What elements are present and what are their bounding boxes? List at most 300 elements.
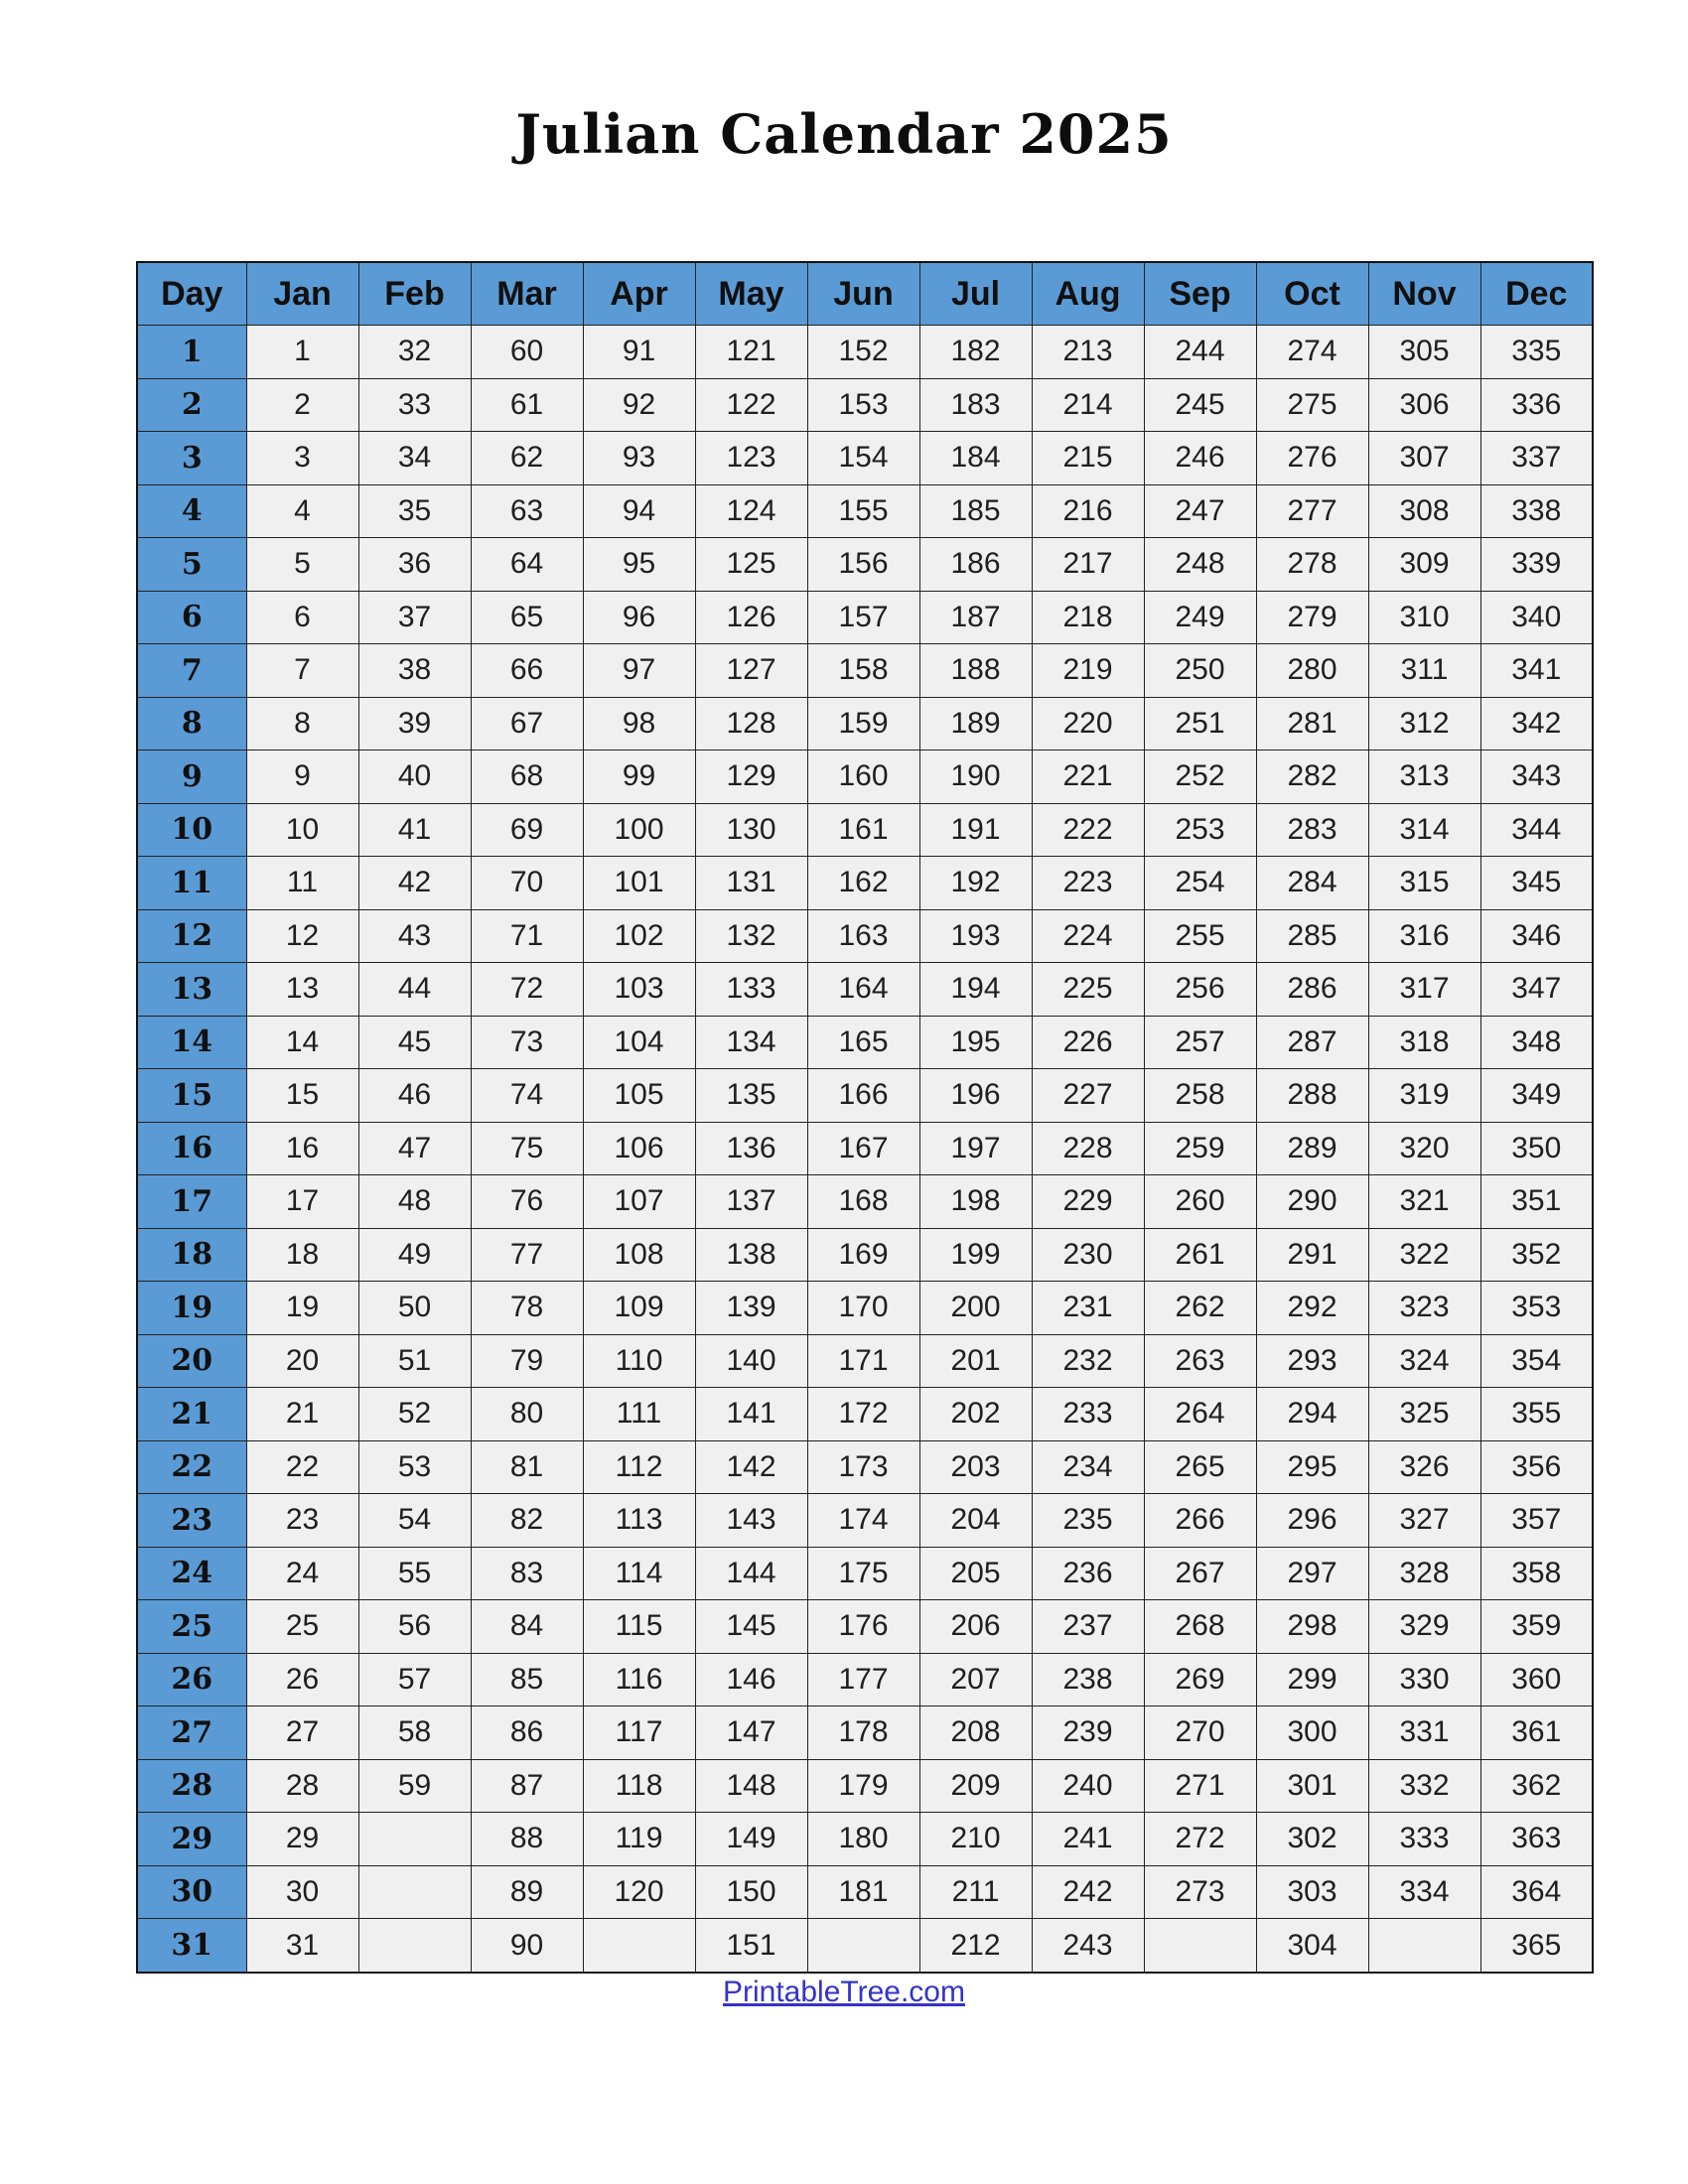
day-cell: 16 [137, 1122, 246, 1175]
julian-day-cell: 219 [1032, 644, 1144, 698]
julian-day-cell: 344 [1480, 803, 1593, 857]
julian-day-cell: 155 [807, 484, 919, 538]
julian-day-cell: 292 [1256, 1282, 1368, 1335]
julian-day-cell: 198 [919, 1175, 1032, 1229]
julian-day-cell: 202 [919, 1388, 1032, 1441]
julian-day-cell: 291 [1256, 1228, 1368, 1282]
julian-day-cell: 74 [471, 1069, 583, 1123]
julian-day-cell: 139 [695, 1282, 807, 1335]
julian-day-cell: 217 [1032, 538, 1144, 592]
julian-day-cell: 207 [919, 1653, 1032, 1706]
julian-day-cell: 81 [471, 1440, 583, 1494]
julian-day-cell: 50 [358, 1282, 471, 1335]
day-cell: 2 [137, 378, 246, 432]
julian-day-cell: 352 [1480, 1228, 1593, 1282]
julian-day-cell: 279 [1256, 591, 1368, 644]
julian-day-cell: 205 [919, 1547, 1032, 1600]
julian-day-cell: 343 [1480, 751, 1593, 804]
julian-day-cell: 85 [471, 1653, 583, 1706]
table-row [137, 484, 1593, 538]
table-row [137, 1919, 1593, 1974]
julian-day-cell: 151 [695, 1919, 807, 1974]
page-title: Julian Calendar 2025 [515, 102, 1173, 166]
julian-day-cell: 145 [695, 1600, 807, 1654]
julian-day-cell [807, 1919, 919, 1974]
julian-day-cell: 109 [583, 1282, 695, 1335]
julian-day-cell: 313 [1368, 751, 1480, 804]
julian-day-cell: 127 [695, 644, 807, 698]
julian-day-cell: 234 [1032, 1440, 1144, 1494]
julian-day-cell: 55 [358, 1547, 471, 1600]
table-row [137, 591, 1593, 644]
julian-day-cell: 359 [1480, 1600, 1593, 1654]
julian-day-cell: 76 [471, 1175, 583, 1229]
julian-day-cell: 208 [919, 1706, 1032, 1760]
julian-day-cell: 288 [1256, 1069, 1368, 1123]
julian-day-cell: 19 [246, 1282, 358, 1335]
julian-day-cell: 237 [1032, 1600, 1144, 1654]
julian-day-cell: 185 [919, 484, 1032, 538]
month-column-header-apr: Apr [583, 262, 695, 326]
julian-day-cell: 49 [358, 1228, 471, 1282]
julian-day-cell: 281 [1256, 697, 1368, 751]
table-row [137, 1440, 1593, 1494]
julian-day-cell: 40 [358, 751, 471, 804]
julian-day-cell: 180 [807, 1813, 919, 1866]
julian-day-cell: 315 [1368, 857, 1480, 910]
julian-day-cell: 141 [695, 1388, 807, 1441]
julian-day-cell: 253 [1144, 803, 1256, 857]
julian-day-cell: 110 [583, 1334, 695, 1388]
day-cell: 5 [137, 538, 246, 592]
julian-day-cell: 102 [583, 909, 695, 963]
julian-day-cell: 320 [1368, 1122, 1480, 1175]
julian-day-cell: 245 [1144, 378, 1256, 432]
julian-day-cell: 316 [1368, 909, 1480, 963]
julian-day-cell: 280 [1256, 644, 1368, 698]
julian-day-cell [1144, 1919, 1256, 1974]
julian-day-cell: 25 [246, 1600, 358, 1654]
julian-day-cell: 117 [583, 1706, 695, 1760]
julian-day-cell: 274 [1256, 326, 1368, 379]
julian-day-cell: 256 [1144, 963, 1256, 1017]
julian-day-cell: 338 [1480, 484, 1593, 538]
day-cell: 14 [137, 1016, 246, 1069]
julian-day-cell: 354 [1480, 1334, 1593, 1388]
julian-day-cell: 247 [1144, 484, 1256, 538]
julian-day-cell: 26 [246, 1653, 358, 1706]
julian-day-cell: 92 [583, 378, 695, 432]
julian-day-cell: 258 [1144, 1069, 1256, 1123]
day-cell: 6 [137, 591, 246, 644]
julian-day-cell: 113 [583, 1494, 695, 1548]
julian-day-cell: 278 [1256, 538, 1368, 592]
month-column-header-mar: Mar [471, 262, 583, 326]
julian-day-cell [1368, 1919, 1480, 1974]
julian-day-cell: 362 [1480, 1759, 1593, 1813]
table-row [137, 1547, 1593, 1600]
julian-day-cell: 14 [246, 1016, 358, 1069]
julian-day-cell: 60 [471, 326, 583, 379]
julian-day-cell: 97 [583, 644, 695, 698]
julian-day-cell: 270 [1144, 1706, 1256, 1760]
julian-day-cell: 36 [358, 538, 471, 592]
julian-day-cell: 248 [1144, 538, 1256, 592]
julian-day-cell: 130 [695, 803, 807, 857]
julian-day-cell: 216 [1032, 484, 1144, 538]
julian-day-cell: 225 [1032, 963, 1144, 1017]
table-row [137, 1494, 1593, 1548]
julian-day-cell: 302 [1256, 1813, 1368, 1866]
julian-day-cell: 126 [695, 591, 807, 644]
julian-day-cell: 360 [1480, 1653, 1593, 1706]
day-cell: 22 [137, 1440, 246, 1494]
julian-day-cell: 89 [471, 1865, 583, 1919]
julian-day-cell: 193 [919, 909, 1032, 963]
julian-day-cell: 125 [695, 538, 807, 592]
day-cell: 30 [137, 1865, 246, 1919]
julian-day-cell: 365 [1480, 1919, 1593, 1974]
table-row [137, 857, 1593, 910]
table-row [137, 326, 1593, 379]
julian-day-cell: 322 [1368, 1228, 1480, 1282]
julian-day-cell: 75 [471, 1122, 583, 1175]
julian-day-cell: 305 [1368, 326, 1480, 379]
julian-day-cell: 156 [807, 538, 919, 592]
table-row [137, 1706, 1593, 1760]
julian-day-cell: 104 [583, 1016, 695, 1069]
julian-day-cell: 186 [919, 538, 1032, 592]
table-row [137, 909, 1593, 963]
julian-day-cell: 160 [807, 751, 919, 804]
julian-day-cell: 255 [1144, 909, 1256, 963]
julian-day-cell: 197 [919, 1122, 1032, 1175]
julian-day-cell: 108 [583, 1228, 695, 1282]
julian-day-cell: 220 [1032, 697, 1144, 751]
julian-day-cell: 105 [583, 1069, 695, 1123]
julian-day-cell: 188 [919, 644, 1032, 698]
julian-day-cell: 163 [807, 909, 919, 963]
month-column-header-aug: Aug [1032, 262, 1144, 326]
julian-day-cell: 228 [1032, 1122, 1144, 1175]
day-cell: 3 [137, 432, 246, 485]
julian-day-cell: 24 [246, 1547, 358, 1600]
julian-day-cell: 232 [1032, 1334, 1144, 1388]
julian-day-cell: 106 [583, 1122, 695, 1175]
julian-day-cell: 293 [1256, 1334, 1368, 1388]
julian-day-cell: 203 [919, 1440, 1032, 1494]
julian-day-cell: 31 [246, 1919, 358, 1974]
julian-day-cell: 268 [1144, 1600, 1256, 1654]
julian-day-cell: 209 [919, 1759, 1032, 1813]
julian-day-cell: 252 [1144, 751, 1256, 804]
julian-day-cell: 73 [471, 1016, 583, 1069]
table-row [137, 1653, 1593, 1706]
julian-day-cell: 324 [1368, 1334, 1480, 1388]
table-row [137, 378, 1593, 432]
header-row [137, 262, 1593, 326]
day-cell: 21 [137, 1388, 246, 1441]
julian-day-cell: 330 [1368, 1653, 1480, 1706]
julian-day-cell: 335 [1480, 326, 1593, 379]
julian-day-cell: 164 [807, 963, 919, 1017]
julian-day-cell: 167 [807, 1122, 919, 1175]
julian-day-cell: 321 [1368, 1175, 1480, 1229]
julian-day-cell: 211 [919, 1865, 1032, 1919]
julian-day-cell: 249 [1144, 591, 1256, 644]
julian-day-cell: 15 [246, 1069, 358, 1123]
julian-day-cell: 295 [1256, 1440, 1368, 1494]
julian-day-cell: 16 [246, 1122, 358, 1175]
julian-day-cell: 296 [1256, 1494, 1368, 1548]
julian-day-cell: 187 [919, 591, 1032, 644]
julian-day-cell: 238 [1032, 1653, 1144, 1706]
table-row [137, 1069, 1593, 1123]
julian-day-cell: 179 [807, 1759, 919, 1813]
julian-day-cell: 215 [1032, 432, 1144, 485]
table-row [137, 644, 1593, 698]
julian-day-cell: 23 [246, 1494, 358, 1548]
julian-day-cell: 294 [1256, 1388, 1368, 1441]
julian-day-cell: 265 [1144, 1440, 1256, 1494]
julian-day-cell: 233 [1032, 1388, 1144, 1441]
julian-day-cell: 204 [919, 1494, 1032, 1548]
julian-day-cell: 264 [1144, 1388, 1256, 1441]
julian-day-cell: 119 [583, 1813, 695, 1866]
julian-day-cell: 346 [1480, 909, 1593, 963]
julian-day-cell: 327 [1368, 1494, 1480, 1548]
julian-day-cell: 78 [471, 1282, 583, 1335]
julian-day-cell: 283 [1256, 803, 1368, 857]
julian-day-cell: 161 [807, 803, 919, 857]
julian-day-cell: 272 [1144, 1813, 1256, 1866]
julian-day-cell: 63 [471, 484, 583, 538]
day-cell: 4 [137, 484, 246, 538]
julian-day-cell: 323 [1368, 1282, 1480, 1335]
julian-day-cell [358, 1865, 471, 1919]
julian-day-cell: 44 [358, 963, 471, 1017]
julian-day-cell: 221 [1032, 751, 1144, 804]
julian-day-cell: 218 [1032, 591, 1144, 644]
julian-day-cell: 262 [1144, 1282, 1256, 1335]
julian-day-cell: 261 [1144, 1228, 1256, 1282]
julian-day-cell: 257 [1144, 1016, 1256, 1069]
julian-day-cell: 52 [358, 1388, 471, 1441]
julian-day-cell: 98 [583, 697, 695, 751]
julian-day-cell: 244 [1144, 326, 1256, 379]
julian-day-cell: 57 [358, 1653, 471, 1706]
table-row [137, 1228, 1593, 1282]
julian-day-cell: 29 [246, 1813, 358, 1866]
julian-day-cell: 64 [471, 538, 583, 592]
julian-day-cell: 191 [919, 803, 1032, 857]
julian-day-cell: 79 [471, 1334, 583, 1388]
footer-link[interactable]: PrintableTree.com [723, 1976, 965, 2008]
calendar-body [137, 326, 1593, 1974]
table-row [137, 538, 1593, 592]
julian-day-cell: 121 [695, 326, 807, 379]
julian-day-cell: 350 [1480, 1122, 1593, 1175]
day-cell: 1 [137, 326, 246, 379]
julian-day-cell: 206 [919, 1600, 1032, 1654]
julian-day-cell: 84 [471, 1600, 583, 1654]
julian-day-cell: 246 [1144, 432, 1256, 485]
julian-calendar-table [136, 261, 1594, 1974]
julian-day-cell: 152 [807, 326, 919, 379]
table-row [137, 1388, 1593, 1441]
julian-day-cell: 128 [695, 697, 807, 751]
julian-day-cell: 129 [695, 751, 807, 804]
julian-day-cell: 348 [1480, 1016, 1593, 1069]
julian-day-cell: 192 [919, 857, 1032, 910]
julian-day-cell: 88 [471, 1813, 583, 1866]
julian-day-cell: 341 [1480, 644, 1593, 698]
julian-day-cell: 11 [246, 857, 358, 910]
julian-day-cell: 289 [1256, 1122, 1368, 1175]
day-cell: 8 [137, 697, 246, 751]
julian-day-cell: 169 [807, 1228, 919, 1282]
julian-day-cell: 116 [583, 1653, 695, 1706]
julian-day-cell: 301 [1256, 1759, 1368, 1813]
julian-day-cell: 333 [1368, 1813, 1480, 1866]
julian-day-cell: 77 [471, 1228, 583, 1282]
julian-day-cell: 299 [1256, 1653, 1368, 1706]
julian-day-cell: 86 [471, 1706, 583, 1760]
julian-day-cell: 286 [1256, 963, 1368, 1017]
julian-day-cell: 243 [1032, 1919, 1144, 1974]
julian-day-cell: 353 [1480, 1282, 1593, 1335]
day-cell: 12 [137, 909, 246, 963]
julian-day-cell: 39 [358, 697, 471, 751]
julian-day-cell: 17 [246, 1175, 358, 1229]
julian-day-cell: 6 [246, 591, 358, 644]
month-column-header-dec: Dec [1480, 262, 1593, 326]
julian-day-cell: 226 [1032, 1016, 1144, 1069]
julian-day-cell: 285 [1256, 909, 1368, 963]
month-column-header-feb: Feb [358, 262, 471, 326]
julian-day-cell: 1 [246, 326, 358, 379]
day-cell: 18 [137, 1228, 246, 1282]
month-column-header-oct: Oct [1256, 262, 1368, 326]
julian-day-cell: 337 [1480, 432, 1593, 485]
julian-day-cell: 131 [695, 857, 807, 910]
julian-day-cell: 91 [583, 326, 695, 379]
julian-day-cell: 111 [583, 1388, 695, 1441]
julian-day-cell: 284 [1256, 857, 1368, 910]
julian-day-cell: 35 [358, 484, 471, 538]
julian-day-cell: 174 [807, 1494, 919, 1548]
julian-day-cell: 67 [471, 697, 583, 751]
julian-day-cell: 66 [471, 644, 583, 698]
julian-day-cell: 314 [1368, 803, 1480, 857]
julian-day-cell: 277 [1256, 484, 1368, 538]
julian-day-cell: 120 [583, 1865, 695, 1919]
julian-day-cell: 325 [1368, 1388, 1480, 1441]
table-row [137, 751, 1593, 804]
julian-day-cell: 4 [246, 484, 358, 538]
julian-day-cell: 308 [1368, 484, 1480, 538]
julian-day-cell: 328 [1368, 1547, 1480, 1600]
julian-day-cell: 190 [919, 751, 1032, 804]
julian-day-cell: 133 [695, 963, 807, 1017]
julian-day-cell: 34 [358, 432, 471, 485]
julian-day-cell: 210 [919, 1813, 1032, 1866]
julian-day-cell: 331 [1368, 1706, 1480, 1760]
julian-day-cell: 28 [246, 1759, 358, 1813]
julian-day-cell: 48 [358, 1175, 471, 1229]
julian-day-cell: 61 [471, 378, 583, 432]
julian-day-cell [583, 1919, 695, 1974]
julian-day-cell: 153 [807, 378, 919, 432]
julian-day-cell: 231 [1032, 1282, 1144, 1335]
month-column-header-jul: Jul [919, 262, 1032, 326]
julian-day-cell: 230 [1032, 1228, 1144, 1282]
julian-day-cell: 148 [695, 1759, 807, 1813]
julian-day-cell: 172 [807, 1388, 919, 1441]
julian-day-cell: 18 [246, 1228, 358, 1282]
julian-day-cell: 200 [919, 1282, 1032, 1335]
julian-day-cell: 99 [583, 751, 695, 804]
julian-day-cell: 72 [471, 963, 583, 1017]
table-row [137, 432, 1593, 485]
day-cell: 26 [137, 1653, 246, 1706]
day-cell: 15 [137, 1069, 246, 1123]
julian-day-cell: 326 [1368, 1440, 1480, 1494]
julian-day-cell: 62 [471, 432, 583, 485]
julian-day-cell: 364 [1480, 1865, 1593, 1919]
julian-day-cell: 177 [807, 1653, 919, 1706]
julian-day-cell: 32 [358, 326, 471, 379]
day-cell: 17 [137, 1175, 246, 1229]
julian-day-cell: 150 [695, 1865, 807, 1919]
julian-day-cell: 342 [1480, 697, 1593, 751]
julian-day-cell: 183 [919, 378, 1032, 432]
julian-day-cell: 69 [471, 803, 583, 857]
julian-day-cell: 135 [695, 1069, 807, 1123]
julian-day-cell: 332 [1368, 1759, 1480, 1813]
julian-day-cell: 297 [1256, 1547, 1368, 1600]
julian-day-cell: 5 [246, 538, 358, 592]
julian-day-cell: 9 [246, 751, 358, 804]
julian-day-cell: 138 [695, 1228, 807, 1282]
julian-day-cell: 306 [1368, 378, 1480, 432]
julian-day-cell: 43 [358, 909, 471, 963]
julian-day-cell: 83 [471, 1547, 583, 1600]
julian-day-cell: 176 [807, 1600, 919, 1654]
julian-day-cell: 140 [695, 1334, 807, 1388]
julian-day-cell: 276 [1256, 432, 1368, 485]
julian-day-cell: 223 [1032, 857, 1144, 910]
julian-day-cell: 58 [358, 1706, 471, 1760]
julian-day-cell: 319 [1368, 1069, 1480, 1123]
day-cell: 10 [137, 803, 246, 857]
table-row [137, 1813, 1593, 1866]
month-column-header-jun: Jun [807, 262, 919, 326]
julian-day-cell: 146 [695, 1653, 807, 1706]
julian-day-cell: 2 [246, 378, 358, 432]
julian-day-cell: 132 [695, 909, 807, 963]
julian-day-cell: 112 [583, 1440, 695, 1494]
table-row [137, 697, 1593, 751]
julian-day-cell: 273 [1144, 1865, 1256, 1919]
julian-day-cell: 53 [358, 1440, 471, 1494]
table-row [137, 1600, 1593, 1654]
julian-day-cell: 118 [583, 1759, 695, 1813]
julian-day-cell: 263 [1144, 1334, 1256, 1388]
day-cell: 29 [137, 1813, 246, 1866]
julian-day-cell: 175 [807, 1547, 919, 1600]
julian-day-cell: 103 [583, 963, 695, 1017]
